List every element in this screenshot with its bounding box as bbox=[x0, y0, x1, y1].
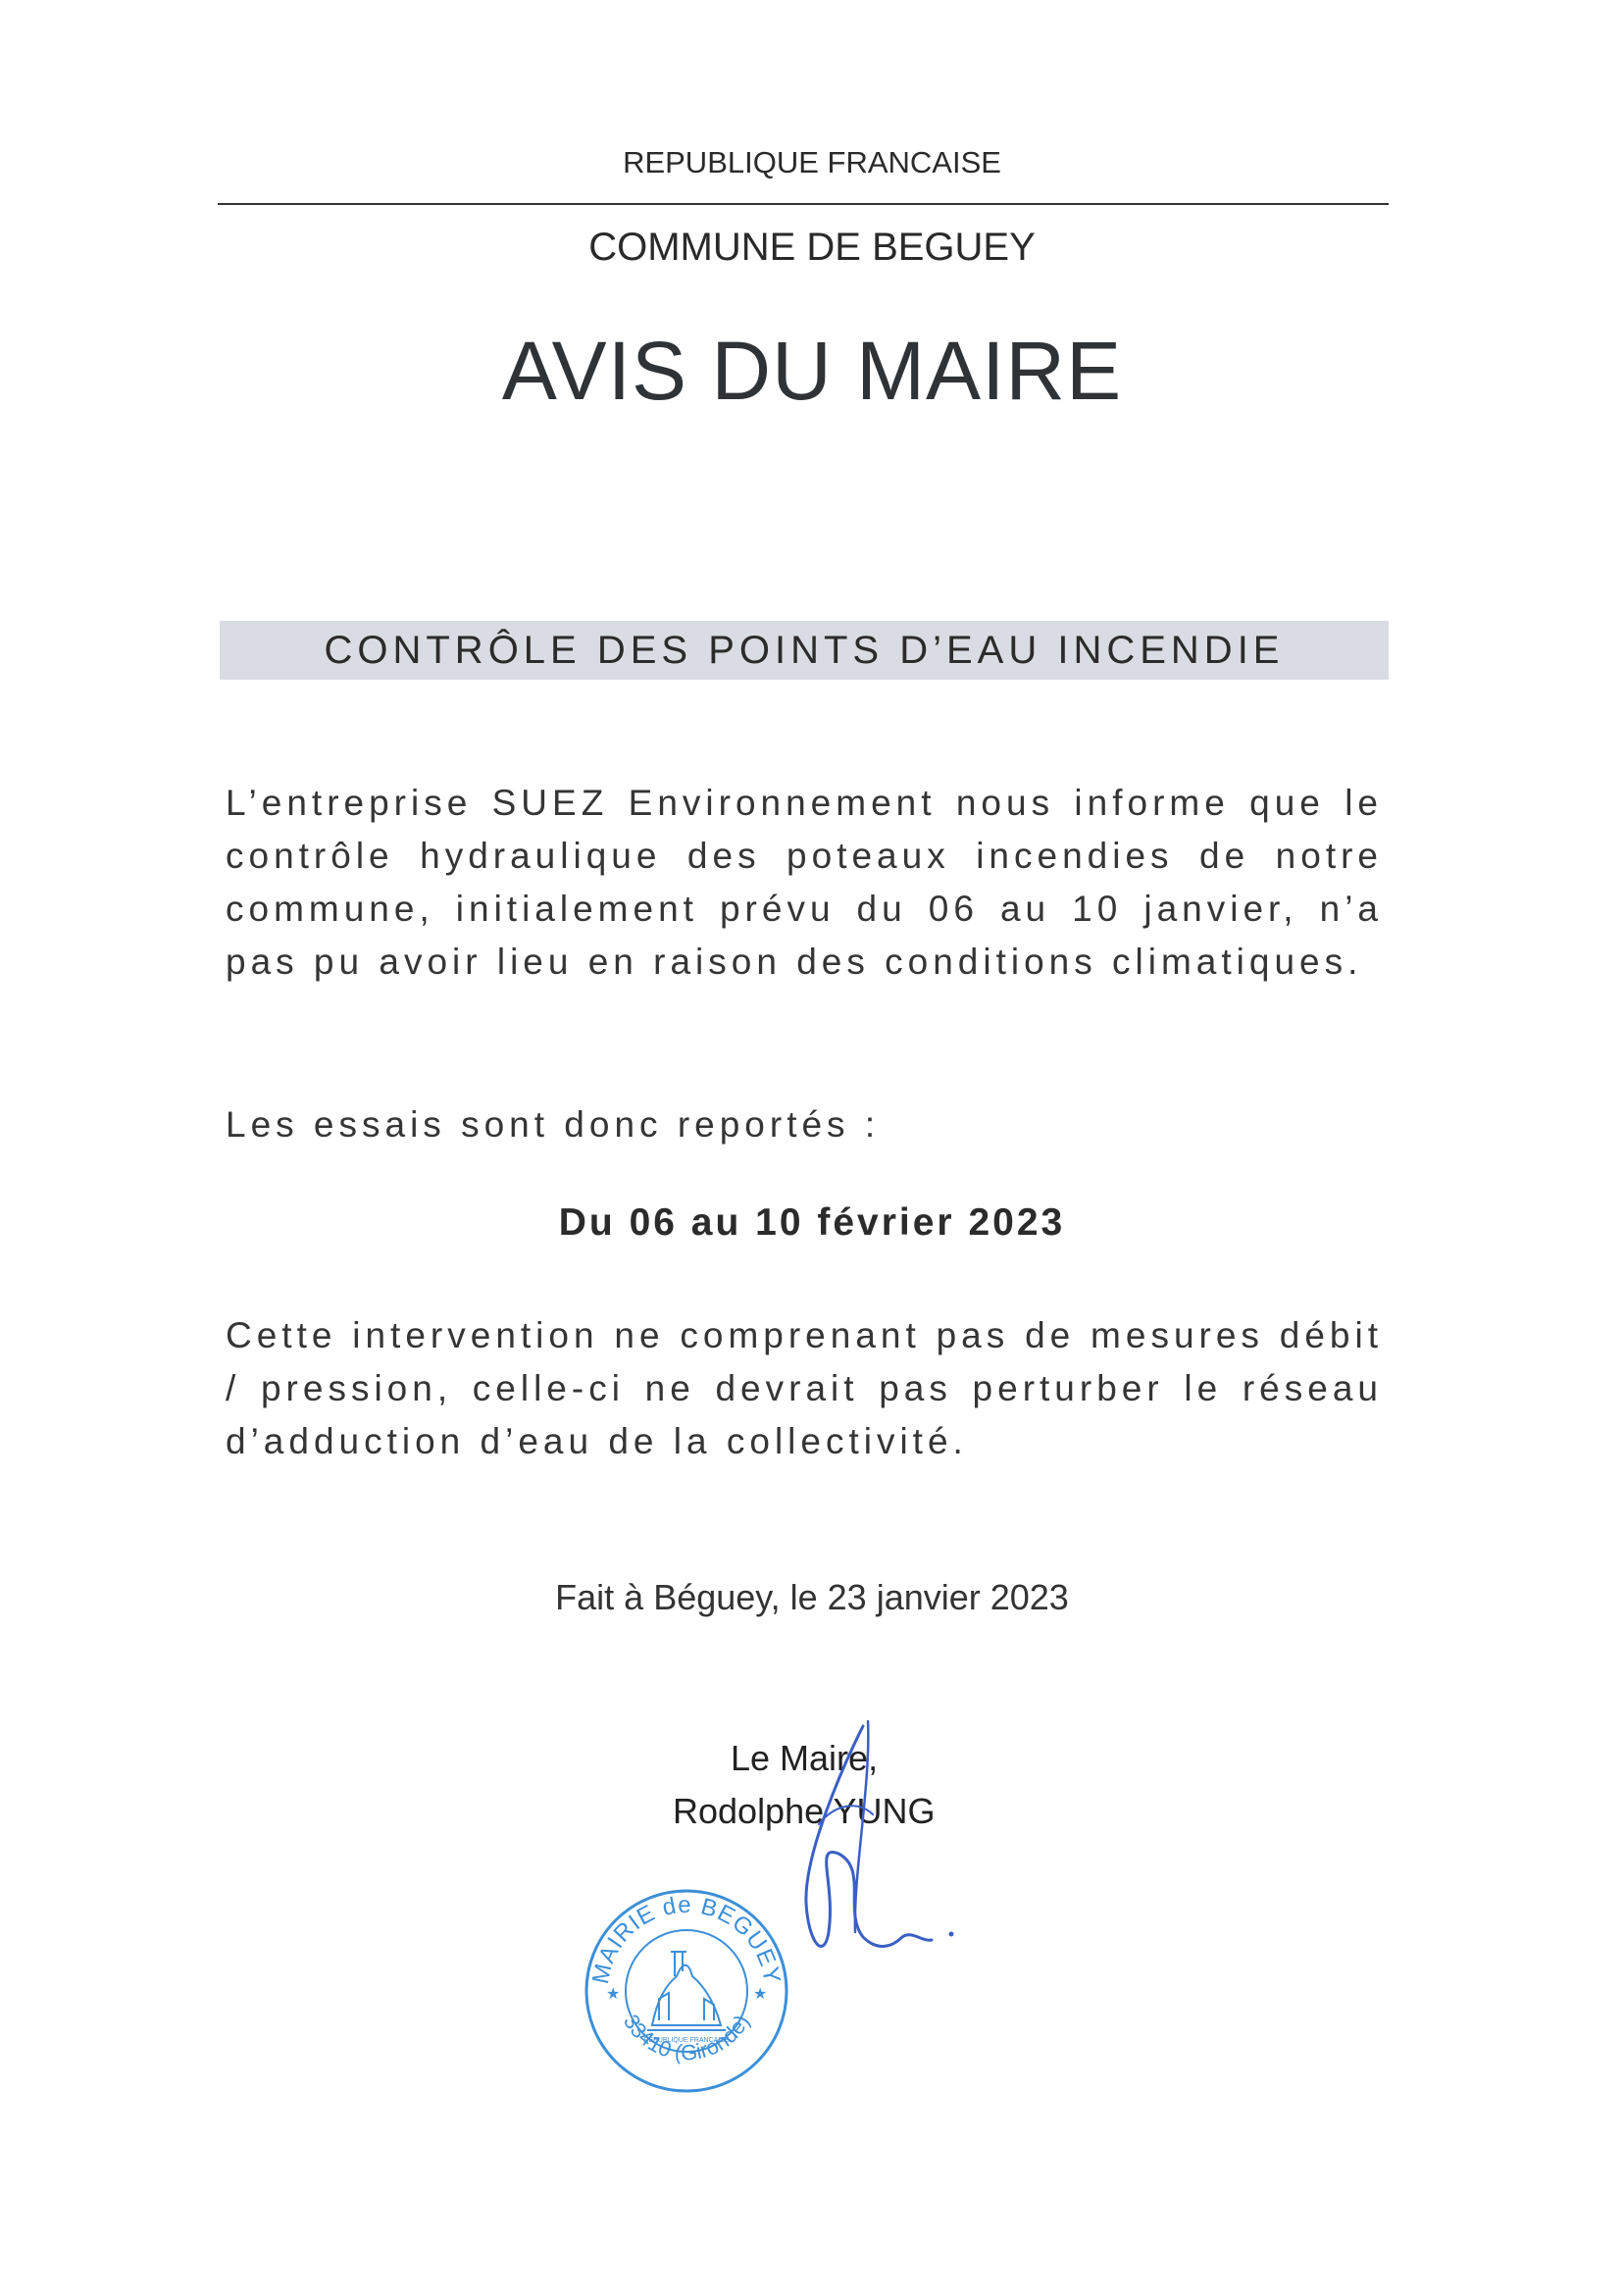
header-divider bbox=[218, 203, 1389, 205]
svg-text:★: ★ bbox=[606, 1986, 621, 2003]
subject-banner-text: CONTRÔLE DES POINTS D’EAU INCENDIE bbox=[324, 628, 1285, 672]
svg-text:★: ★ bbox=[753, 1986, 768, 2003]
mairie-stamp bbox=[579, 1883, 794, 2099]
svg-text:33410 (Gironde): 33410 (Gironde) bbox=[618, 2010, 755, 2065]
subject-banner bbox=[220, 621, 1389, 680]
body-paragraph-2: Les essais sont donc reportés : bbox=[226, 1104, 881, 1145]
signatory-title: Le Maire, bbox=[731, 1738, 879, 1778]
page-title: AVIS DU MAIRE bbox=[501, 325, 1123, 417]
svg-text:MAIRIE de BEGUEY: MAIRIE de BEGUEY bbox=[586, 1891, 786, 1987]
svg-text:RÉPUBLIQUE FRANÇAISE: RÉPUBLIQUE FRANÇAISE bbox=[643, 2037, 730, 2044]
signature bbox=[785, 1707, 971, 1991]
republique-heading: REPUBLIQUE FRANCAISE bbox=[623, 145, 1001, 179]
place-date: Fait à Béguey, le 23 janvier 2023 bbox=[555, 1577, 1069, 1617]
signatory-name: Rodolphe YUNG bbox=[673, 1791, 936, 1831]
postponed-dates: Du 06 au 10 février 2023 bbox=[558, 1201, 1066, 1244]
body-paragraph-1: L’entreprise SUEZ Environnement nous informe que le contrôle hydraulique des poteaux incendies de notre commune, initialement prévu du 06 au 10 janvier, n’a pas pu avoir lieu en raison des conditions climatiques. bbox=[226, 783, 1383, 982]
commune-heading: COMMUNE DE BEGUEY bbox=[588, 226, 1036, 269]
body-paragraph-3: Cette intervention ne comprenant pas de mesures débit / pression, celle-ci ne devrait pas perturber le réseau d’adduction d’eau de la collectivité. bbox=[226, 1315, 1383, 1461]
